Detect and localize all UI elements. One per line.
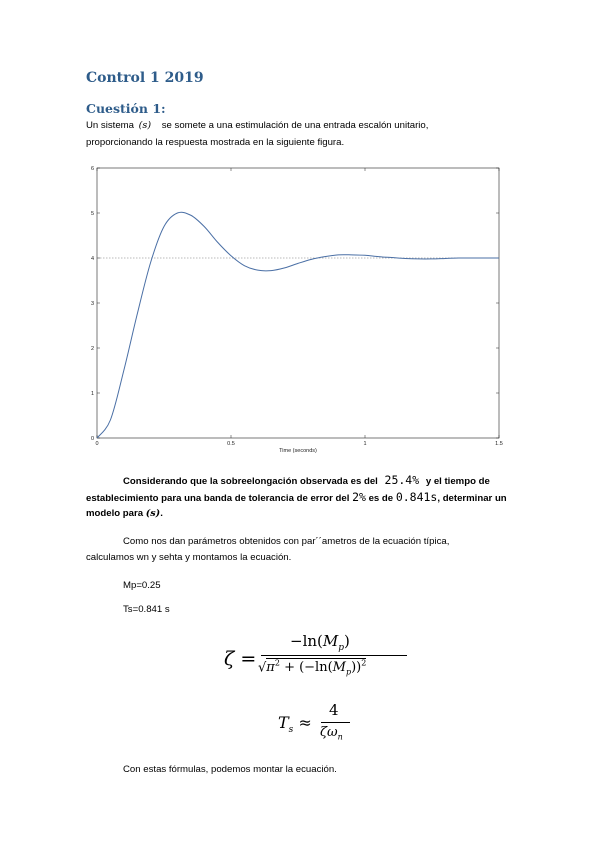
y-tick-label: 5 [90,211,94,217]
y-tick-label: 4 [90,256,94,262]
zeta-formula [224,630,424,690]
intro-line-1: Un sistema (s) se somete a una estimulación de una entrada escalón unitario, [86,120,429,131]
y-tick-label: 0 [90,436,94,442]
y-tick-label: 1 [90,391,94,397]
zeta-formula-lhs: ζ = [224,648,257,670]
system-symbol-2: (s) [145,508,161,519]
x-tick-label: 0.5 [227,441,235,447]
document-title: Control 1 2019 [86,70,204,86]
answer-line-1: Como nos dan parámetros obtenidos con par´´ametros de la ecuación típica, [123,536,450,547]
system-symbol: (s) [138,120,152,131]
step-response-chart [80,160,510,460]
closing-line: Con estas fórmulas, podemos montar la ecuación. [123,764,337,775]
settling-time-formula [278,703,398,749]
response-curve [97,212,499,438]
fraction-bar [261,655,407,656]
x-axis-label: Time (seconds) [279,448,317,454]
fraction-bar-2 [321,722,350,723]
tolerance-value: 2% [352,490,366,504]
section-heading: Cuestión 1: [86,101,166,116]
y-tick-label: 2 [90,346,94,352]
zeta-denominator: $√\pi^2 + (-\ln(M_p))^2$ [258,659,367,677]
answer-line-2: calculamos wn y sehta y montamos la ecuación. [86,552,292,563]
ts-denominator: $\zeta\omega_n$ [320,725,343,742]
y-tick-label: 6 [90,166,94,172]
intro-line-2: proporcionando la respuesta mostrada en la siguiente figura. [86,137,345,148]
problem-line-3: modelo para (s). [86,508,163,519]
zeta-numerator: $-\ln(M_p)$ [290,632,350,653]
x-tick-label: 1 [363,441,367,447]
ts-formula-lhs: $T_s$ ≈ [278,713,312,736]
y-tick-label: 3 [90,301,94,307]
x-tick-label: 0 [95,441,99,447]
problem-line-1: Considerando que la sobreelongación observada es del 25.4% y el tiempo de [123,473,490,487]
mp-value: Mp=0.25 [123,580,161,591]
x-tick-label: 1.5 [495,441,503,447]
overshoot-value: 25.4% [384,473,420,487]
ts-value: Ts=0.841 s [123,604,170,615]
problem-line-2: establecimiento para una banda de tolerancia de error del 2% es de 0.841s, determinar un [86,490,507,504]
ts-numerator: 4 [329,701,339,719]
settling-time-value: 0.841s [395,490,438,504]
plot-area [97,168,499,438]
